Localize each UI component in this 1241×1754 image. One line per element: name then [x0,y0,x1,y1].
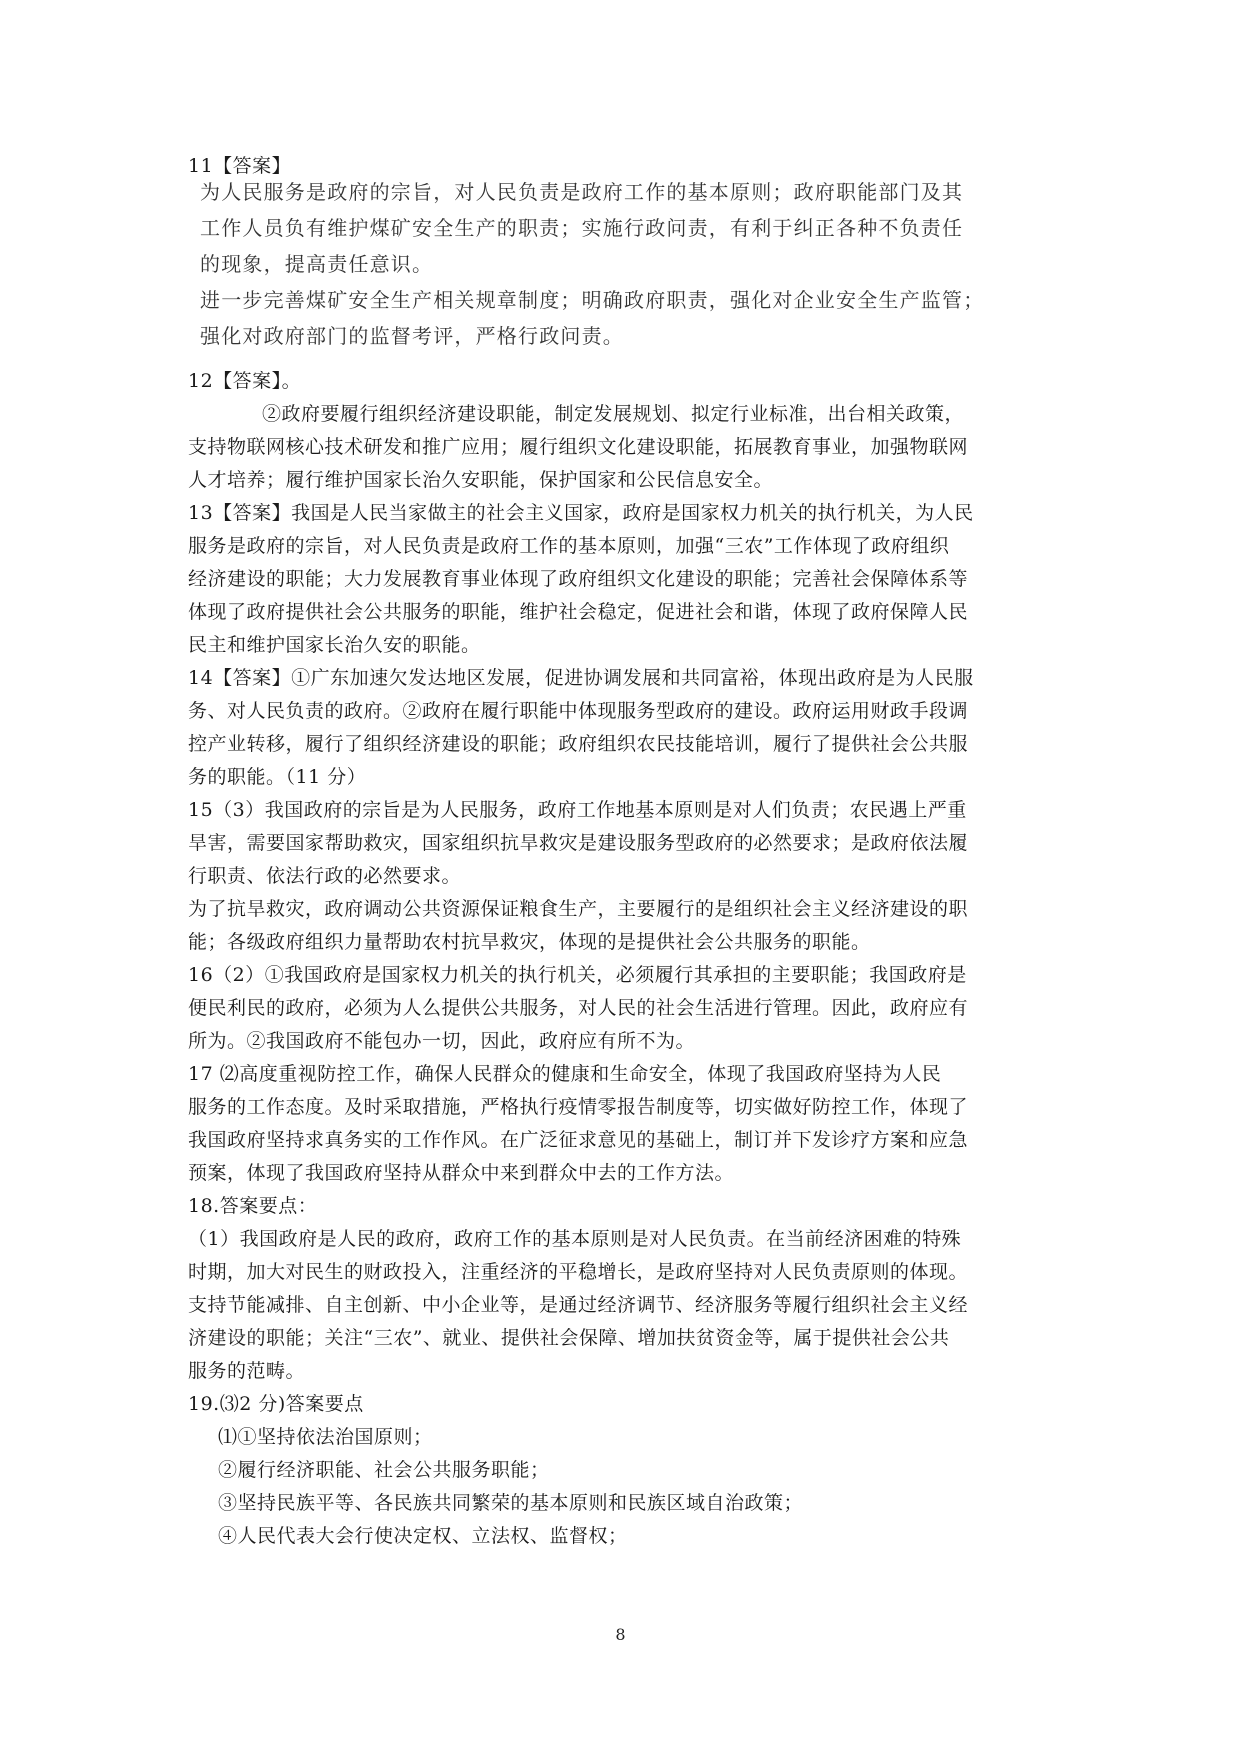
q13-line: 体现了政府提供社会公共服务的职能，维护社会稳定，促进社会和谐，体现了政府保障人民 [188,601,969,623]
q15-line: 15（3）我国政府的宗旨是为人民服务，政府工作地基本原则是对人们负责；农民遇上严重 [188,799,967,821]
q14-line: 控产业转移，履行了组织经济建设的职能；政府组织农民技能培训，履行了提供社会公共服 [188,733,969,755]
q12-line: 支持物联网核心技术研发和推广应用；履行组织文化建设职能，拓展教育事业，加强物联网 [188,436,969,458]
q11-scanned-answer [200,174,1070,354]
q11-scan-line: 强化对政府部门的监督考评，严格行政问责。 [200,324,624,348]
q18-line: 支持节能减排、自主创新、中小企业等，是通过经济调节、经济服务等履行组织社会主义经 [188,1294,969,1316]
q17-block [188,1058,1068,1190]
q13-line: 民主和维护国家长治久安的职能。 [188,634,481,656]
q14-block [188,662,1068,794]
q12-line: ②政府要履行组织经济建设职能，制定发展规划、拟定行业标准，出台相关政策， [262,403,965,425]
q11-scan-line: 为人民服务是政府的宗旨，对人民负责是政府工作的基本原则；政府职能部门及其 [200,180,964,204]
q13-line: 经济建设的职能；大力发展教育事业体现了政府组织文化建设的职能；完善社会保障体系等 [188,568,969,590]
q19-item: ②履行经济职能、社会公共服务职能； [218,1459,550,1481]
q16-line: 便民利民的政府，必须为人么提供公共服务，对人民的社会生活进行管理。因此，政府应有 [188,997,969,1019]
q13-block [188,497,1068,662]
q15-line: 旱害，需要国家帮助救灾，国家组织抗旱救灾是建设服务型政府的必然要求；是政府依法履 [188,832,969,854]
q19-item: ③坚持民族平等、各民族共同繁荣的基本原则和民族区域自治政策； [218,1492,804,1514]
q12-block [188,365,1068,497]
q17-line: 服务的工作态度。及时采取措施，严格执行疫情零报告制度等，切实做好防控工作，体现了 [188,1096,969,1118]
q19-heading: 19.⑶2 分)答案要点 [188,1393,364,1415]
q13-line: 服务是政府的宗旨，对人民负责是政府工作的基本原则，加强“三农”工作体现了政府组织 [188,535,950,557]
q11-scan-line: 工作人员负有维护煤矿安全生产的职责；实施行政问责，有利于纠正各种不负责任 [200,216,964,240]
q17-line: 17 ⑵高度重视防控工作，确保人民群众的健康和生命安全，体现了我国政府坚持为人民 [188,1063,942,1085]
q18-line: 济建设的职能；关注“三农”、就业、提供社会保障、增加扶贫资金等，属于提供社会公共 [188,1327,950,1349]
q19-item: ④人民代表大会行使决定权、立法权、监督权； [218,1525,628,1547]
page-number: 8 [615,1625,626,1644]
q16-line: 所为。②我国政府不能包办一切，因此，政府应有所不为。 [188,1030,696,1052]
q15-line: 为了抗旱救灾，政府调动公共资源保证粮食生产，主要履行的是组织社会主义经济建设的职 [188,898,969,920]
q18-block [188,1190,1068,1388]
q18-line: 时期，加大对民生的财政投入，注重经济的平稳增长，是政府坚持对人民负责原则的体现。 [188,1261,969,1283]
q12-line: 人才培养；履行维护国家长治久安职能，保护国家和公民信息安全。 [188,469,774,491]
q11-heading: 11【答案】 [188,155,292,177]
q18-line: 服务的范畴。 [188,1360,306,1382]
q14-line: 务、对人民负责的政府。②政府在履行职能中体现服务型政府的建设。政府运用财政手段调 [188,700,969,722]
q18-line: （1）我国政府是人民的政府，政府工作的基本原则是对人民负责。在当前经济困难的特殊 [188,1228,962,1250]
q18-heading: 18.答案要点： [188,1195,318,1217]
q17-line: 预案，体现了我国政府坚持从群众中来到群众中去的工作方法。 [188,1162,735,1184]
q13-line: 13【答案】我国是人民当家做主的社会主义国家，政府是国家权力机关的执行机关，为人民 [188,502,974,524]
q16-block [188,959,1068,1058]
q16-line: 16（2）①我国政府是国家权力机关的执行机关，必须履行其承担的主要职能；我国政府是 [188,964,967,986]
q15-line: 能；各级政府组织力量帮助农村抗旱救灾，体现的是提供社会公共服务的职能。 [188,931,871,953]
q11-scan-line: 进一步完善煤矿安全生产相关规章制度；明确政府职责，强化对企业安全生产监管； [200,288,985,312]
q14-line: 14【答案】①广东加速欠发达地区发展，促进协调发展和共同富裕，体现出政府是为人民服 [188,667,974,689]
q19-item: ⑴①坚持依法治国原则； [218,1426,433,1448]
q11-scan-line: 的现象，提高责任意识。 [200,252,434,276]
q15-block [188,794,1068,959]
q12-heading: 12【答案】。 [188,370,302,392]
q14-line: 务的职能。（11 分） [188,766,367,788]
q15-line: 行职责、依法行政的必然要求。 [188,865,462,887]
q19-block [188,1388,1068,1553]
q17-line: 我国政府坚持求真务实的工作作风。在广泛征求意见的基础上，制订并下发诊疗方案和应急 [188,1129,969,1151]
